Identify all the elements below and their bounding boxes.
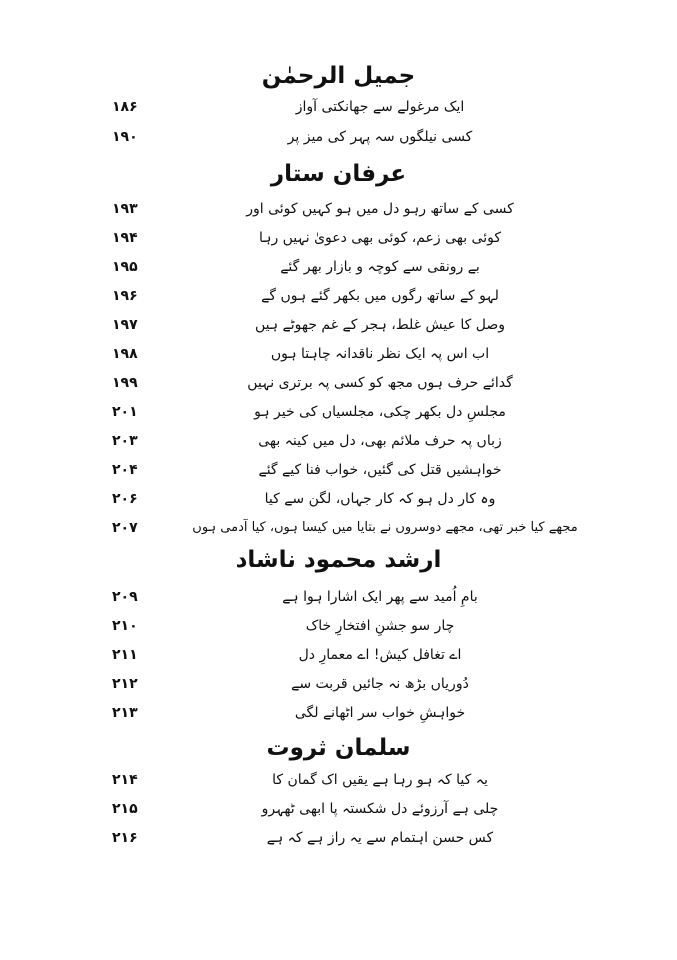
section-heading: عرفان ستار xyxy=(270,161,407,187)
entry-title: چلی ہے آرزوئے دل شکستہ پا ابھی ٹھہرو xyxy=(261,801,499,817)
section-heading: ارشد محمود ناشاد xyxy=(235,547,442,573)
entry-page-number: ۲۱۱ xyxy=(112,647,138,663)
section-heading: جمیل الرحمٰن xyxy=(261,63,416,89)
section-heading: سلمان ثروت xyxy=(266,735,411,761)
entry-title: وصل کا عیش غلط، ہجر کے غم جھوٹے ہیں xyxy=(255,317,505,333)
entry-page-number: ۱۹۰ xyxy=(112,129,138,145)
toc-entry[interactable] xyxy=(0,341,677,367)
entry-title: بے رونقی سے کوچہ و بازار بھر گئے xyxy=(280,259,480,275)
entry-title: کوئی بھی زعم، کوئی بھی دعویٰ نہیں رہا xyxy=(258,230,502,246)
entry-title: کس حسن اہتمام سے یہ راز ہے کہ ہے xyxy=(266,830,494,846)
entry-page-number: ۲۰۱ xyxy=(112,404,138,420)
entry-page-number: ۱۹۶ xyxy=(112,288,138,304)
entry-page-number: ۱۹۴ xyxy=(112,230,138,246)
entry-title: خواہشیں قتل کی گئیں، خواب فنا کیے گئے xyxy=(258,462,502,478)
entry-title: کسی نیلگوں سہ پہر کی میز پر xyxy=(287,129,473,145)
entry-title: دُوریاں بڑھ نہ جائیں قربت سے xyxy=(291,676,469,692)
toc-entry[interactable] xyxy=(0,399,677,425)
entry-title: لہو کے ساتھ رگوں میں بکھر گئے ہوں گے xyxy=(261,288,499,304)
entry-title: یہ کیا کہ ہو رہا ہے یقیں اک گمان کا xyxy=(272,772,488,788)
entry-page-number: ۲۱۴ xyxy=(112,772,138,788)
toc-entry[interactable] xyxy=(0,370,677,396)
entry-title: اے تغافل کیش! اے معمارِ دل xyxy=(298,647,462,663)
entry-page-number: ۲۰۹ xyxy=(112,589,138,605)
entry-title: مجلسِ دل بکھر چکی، مجلسیاں کی خیر ہو xyxy=(254,404,506,420)
entry-page-number: ۱۹۸ xyxy=(112,346,138,362)
toc-entry[interactable] xyxy=(0,457,677,483)
toc-entry[interactable] xyxy=(0,642,677,668)
entry-title: زباں پہ حرف ملائم بھی، دل میں کینہ بھی xyxy=(258,433,502,449)
entry-title: چار سو جشنِ افتخارِ خاک xyxy=(305,618,455,634)
entry-page-number: ۲۱۵ xyxy=(112,801,138,817)
entry-title: اب اس پہ ایک نظر ناقدانہ چاہتا ہوں xyxy=(270,346,490,362)
toc-entry[interactable] xyxy=(0,584,677,610)
toc-entry[interactable] xyxy=(0,312,677,338)
toc-entry[interactable] xyxy=(0,486,677,512)
entry-title: بامِ اُمید سے پھر ایک اشارا ہوا ہے xyxy=(282,589,478,605)
entry-title: خواہشِ خواب سر اٹھانے لگی xyxy=(294,705,466,721)
entry-page-number: ۲۱۶ xyxy=(112,830,138,846)
entry-page-number: ۲۱۳ xyxy=(112,705,138,721)
entry-title: ایک مرغولے سے جھانکتی آواز xyxy=(295,99,465,115)
entry-page-number: ۲۰۴ xyxy=(112,462,138,478)
toc-entry[interactable] xyxy=(0,700,677,726)
entry-page-number: ۲۱۲ xyxy=(112,676,138,692)
toc-entry[interactable] xyxy=(0,515,677,541)
entry-title: کسی کے ساتھ رہو دل میں ہو کہیں کوئی اور xyxy=(246,201,514,217)
toc-entry[interactable] xyxy=(0,124,677,150)
entry-page-number: ۲۰۶ xyxy=(112,491,138,507)
entry-page-number: ۲۰۳ xyxy=(112,433,138,449)
toc-entry[interactable] xyxy=(0,428,677,454)
toc-entry[interactable] xyxy=(0,254,677,280)
entry-page-number: ۱۹۳ xyxy=(112,201,138,217)
toc-entry[interactable] xyxy=(0,767,677,793)
entry-page-number: ۱۸۶ xyxy=(112,99,138,115)
toc-entry[interactable] xyxy=(0,94,677,120)
entry-page-number: ۱۹۵ xyxy=(112,259,138,275)
toc-entry[interactable] xyxy=(0,796,677,822)
entry-title: وہ کار دل ہو کہ کار جہاں، لگن سے کیا xyxy=(264,491,496,507)
toc-entry[interactable] xyxy=(0,825,677,851)
entry-page-number: ۱۹۹ xyxy=(112,375,138,391)
toc-entry[interactable] xyxy=(0,613,677,639)
toc-entry[interactable] xyxy=(0,671,677,697)
entry-title: مجھے کیا خبر تھی، مجھے دوسروں نے بتایا میں کیسا ہوں، کیا آدمی ہوں xyxy=(192,520,578,535)
entry-page-number: ۱۹۷ xyxy=(112,317,138,333)
entry-page-number: ۲۱۰ xyxy=(112,618,138,634)
toc-entry[interactable] xyxy=(0,225,677,251)
entry-page-number: ۲۰۷ xyxy=(112,520,138,536)
toc-entry[interactable] xyxy=(0,283,677,309)
entry-title: گدائے حرف ہوں مجھ کو کسی پہ برتری نہیں xyxy=(247,375,513,391)
toc-entry[interactable] xyxy=(0,196,677,222)
